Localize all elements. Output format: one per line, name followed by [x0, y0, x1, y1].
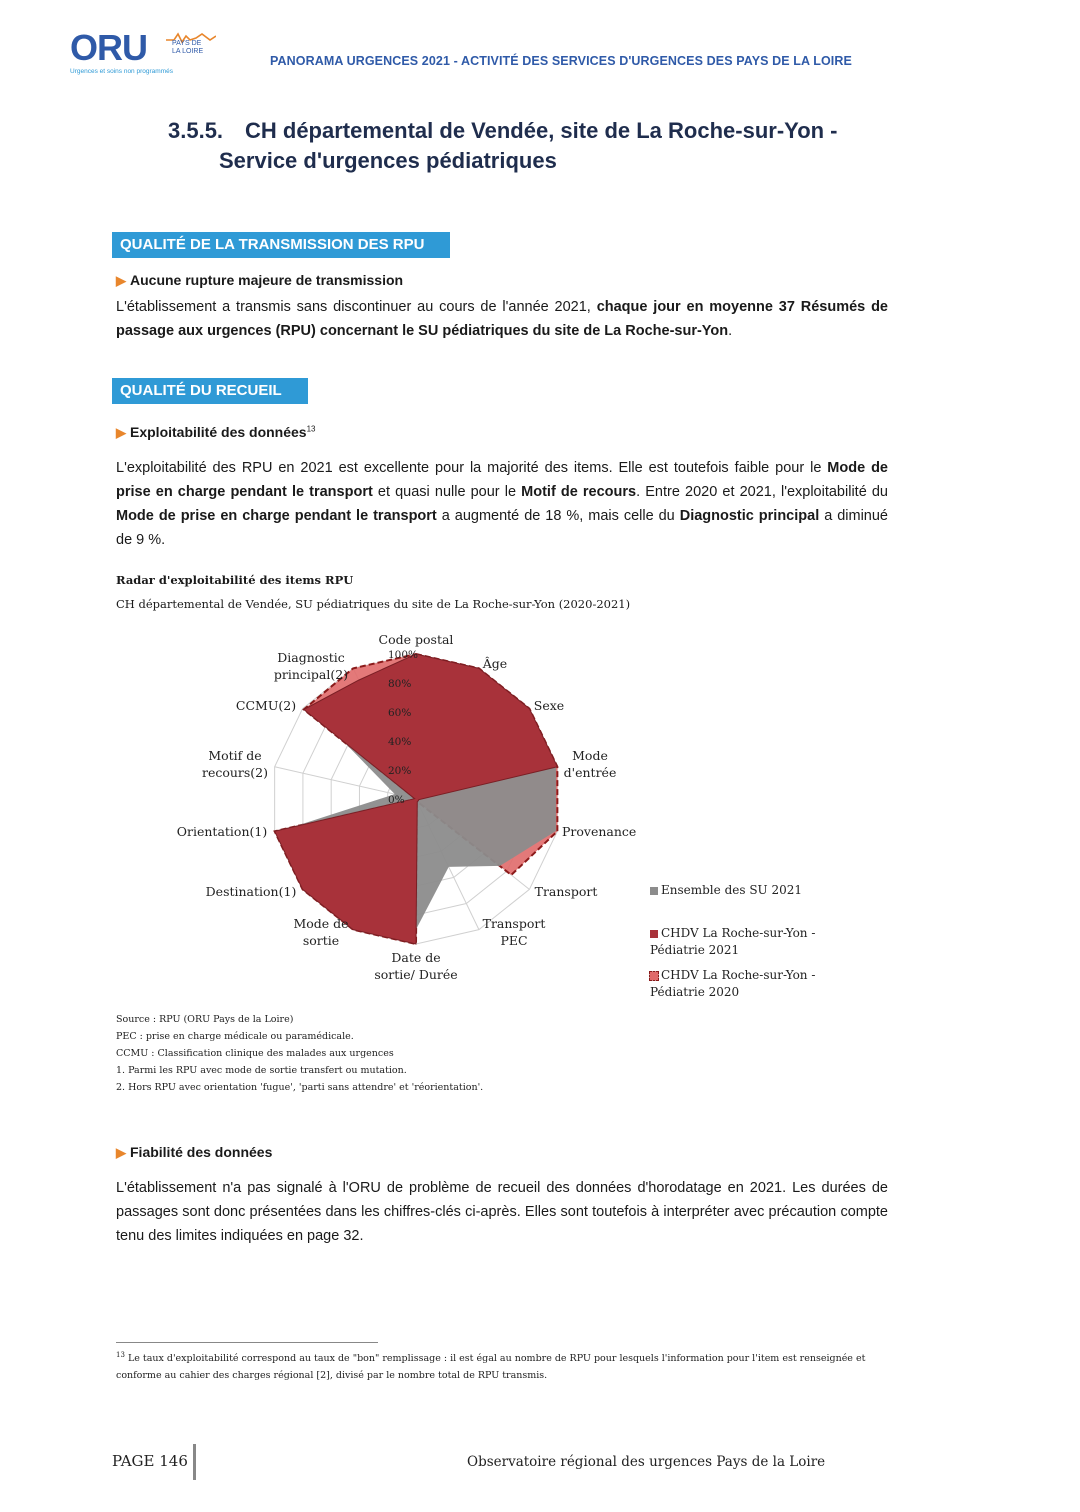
- note-2: 2. Hors RPU avec orientation 'fugue', 'parti sans attendre' et 'réorientation'.: [116, 1082, 484, 1093]
- radar-axis-label: Code postal: [378, 632, 454, 647]
- exploit-text-1: L'exploitabilité des RPU en 2021 est excellente pour la majorité des items. Elle est toutefois faible pour le: [116, 460, 828, 476]
- logo-region-line2: LA LOIRE: [172, 48, 204, 55]
- radar-axis-label: sortie: [302, 933, 340, 948]
- footnote: [116, 1347, 888, 1384]
- radar-axis-label: Date de: [391, 950, 441, 965]
- note-ccmu: CCMU : Classification clinique des malades aux urgences: [116, 1048, 394, 1059]
- subheading-fiabilite-text: Fiabilité des données: [130, 1144, 273, 1160]
- transmission-paragraph: [116, 295, 888, 343]
- logo-tagline: Urgences et soins non programmés: [70, 68, 173, 75]
- legend-label: CHDV La Roche-sur-Yon - Pédiatrie 2020: [650, 968, 816, 999]
- band-recueil: QUALITÉ DU RECUEIL: [112, 378, 308, 404]
- exploit-text-3: . Entre 2020 et 2021, l'exploitabilité du: [636, 484, 888, 500]
- subheading-transmission-text: Aucune rupture majeure de transmission: [130, 272, 404, 288]
- section-title: [168, 116, 888, 176]
- subheading-exploitabilite-text: Exploitabilité des données: [130, 424, 307, 440]
- radar-axis-label: PEC: [500, 933, 528, 948]
- legend-label: CHDV La Roche-sur-Yon - Pédiatrie 2021: [650, 926, 816, 957]
- exploit-bold-3: Mode de prise en charge pendant le transport: [116, 508, 437, 524]
- radar-axis-label: sortie/ Durée: [374, 967, 458, 982]
- chart-title: Radar d'exploitabilité des items RPU: [116, 573, 354, 587]
- exploit-text-5: a diminué de 9 %.: [116, 508, 888, 548]
- radar-axis-label: Diagnostic: [277, 650, 345, 665]
- legend-item-2020: [650, 967, 850, 1001]
- band-transmission: QUALITÉ DE LA TRANSMISSION DES RPU: [112, 232, 450, 258]
- legend-item-2021: [650, 925, 850, 959]
- radar-tick-label: 80%: [388, 678, 412, 690]
- radar-axis-label: Âge: [482, 656, 508, 671]
- legend-swatch-grey-icon: [650, 887, 658, 895]
- oru-logo: [70, 27, 220, 80]
- exploit-bold-4: Diagnostic principal: [679, 508, 820, 524]
- footer-divider: [193, 1444, 196, 1480]
- exploit-bold-1: Mode de prise en charge pendant le transport: [116, 460, 888, 500]
- radar-axis-label: principal(2): [273, 667, 349, 682]
- radar-axis-label: Transport: [534, 884, 598, 899]
- logo-region: [172, 40, 203, 56]
- footnote-text: Le taux d'exploitabilité correspond au taux de "bon" remplissage : il est égal au nombre de RPU pour lesquels l'information pour l'item est renseignée et conforme au cahier des charges régional [2], divisé par le nombre total de RPU transmis.: [116, 1353, 866, 1382]
- note-source: Source : RPU (ORU Pays de la Loire): [116, 1014, 294, 1025]
- exploit-bold-2: Motif de recours: [521, 484, 637, 500]
- radar-tick-label: 0%: [388, 794, 405, 806]
- radar-axis-label: Provenance: [562, 824, 637, 839]
- chart-subtitle: CH départemental de Vendée, SU pédiatriques du site de La Roche-sur-Yon (2020-2021): [116, 597, 631, 611]
- note-pec: PEC : prise en charge médicale ou paramédicale.: [116, 1031, 354, 1042]
- exploit-text-4: a augmenté de 18 %, mais celle du: [436, 508, 680, 524]
- section-title-line1: CH départemental de Vendée, site de La Roche-sur-Yon -: [245, 118, 838, 143]
- footnote-number: 13: [116, 1351, 125, 1359]
- footer-organization: Observatoire régional des urgences Pays de la Loire: [467, 1454, 826, 1470]
- exploitabilite-paragraph: [116, 456, 888, 552]
- radar-tick-label: 20%: [388, 765, 412, 777]
- radar-axis-label: CCMU(2): [235, 698, 297, 713]
- radar-axis-label: Sexe: [533, 698, 565, 713]
- radar-axis-label: Motif de: [208, 748, 262, 763]
- subheading-exploitabilite: [116, 424, 316, 441]
- legend-swatch-dashed-icon: [650, 972, 658, 980]
- transmission-text-bold: chaque jour en moyenne 37 Résumés de passage aux urgences (RPU) concernant le SU pédiatriques du site de La Roche-sur-Yon: [116, 299, 888, 339]
- triangle-bullet-icon: ▶: [116, 1145, 126, 1160]
- subheading-transmission: [116, 272, 403, 289]
- section-number: 3.5.5.: [168, 118, 224, 143]
- logo-region-line1: PAYS DE: [172, 40, 202, 47]
- radar-axis-label: Orientation(1): [176, 824, 268, 839]
- radar-axis-label: recours(2): [201, 765, 269, 780]
- legend-item-ensemble: [650, 882, 802, 899]
- radar-axis-label: Destination(1): [205, 884, 297, 899]
- legend-label: Ensemble des SU 2021: [661, 883, 803, 897]
- transmission-text-a: L'établissement a transmis sans discontinuer au cours de l'année 2021,: [116, 299, 597, 315]
- radar-axis-label: Transport: [482, 916, 546, 931]
- radar-tick-label: 40%: [388, 736, 412, 748]
- running-header: PANORAMA URGENCES 2021 - ACTIVITÉ DES SERVICES D'URGENCES DES PAYS DE LA LOIRE: [270, 54, 852, 68]
- radar-axis-label: Mode de: [293, 916, 349, 931]
- legend-swatch-red-icon: [650, 930, 658, 938]
- note-1: 1. Parmi les RPU avec mode de sortie transfert ou mutation.: [116, 1065, 407, 1076]
- exploit-text-2: et quasi nulle pour le: [372, 484, 522, 500]
- radar-axis-label: Mode: [572, 748, 608, 763]
- radar-tick-label: 60%: [388, 707, 412, 719]
- radar-chart: [0, 620, 1080, 1000]
- section-title-line2: Service d'urgences pédiatriques: [219, 148, 557, 173]
- footnote-divider: [116, 1342, 378, 1343]
- radar-tick-label: 100%: [388, 649, 419, 661]
- fiabilite-paragraph: L'établissement n'a pas signalé à l'ORU de problème de recueil des données d'horodatage en 2021. Les durées de passages sont donc présentées dans les chiffres-clés ci-après. Elles sont toutefois à interpréter avec précaution compte tenu des limites indiquées en page 32.: [116, 1180, 888, 1244]
- page-number: PAGE 146: [112, 1452, 188, 1470]
- transmission-text-c: .: [728, 323, 733, 339]
- subheading-fiabilite: [116, 1144, 272, 1161]
- radar-axis-label: d'entrée: [563, 765, 617, 780]
- triangle-bullet-icon: ▶: [116, 273, 126, 288]
- chart-notes: [116, 1011, 483, 1096]
- triangle-bullet-icon: ▶: [116, 425, 126, 440]
- footnote-ref: 13: [306, 424, 316, 434]
- logo-wordmark: ORU: [70, 27, 147, 68]
